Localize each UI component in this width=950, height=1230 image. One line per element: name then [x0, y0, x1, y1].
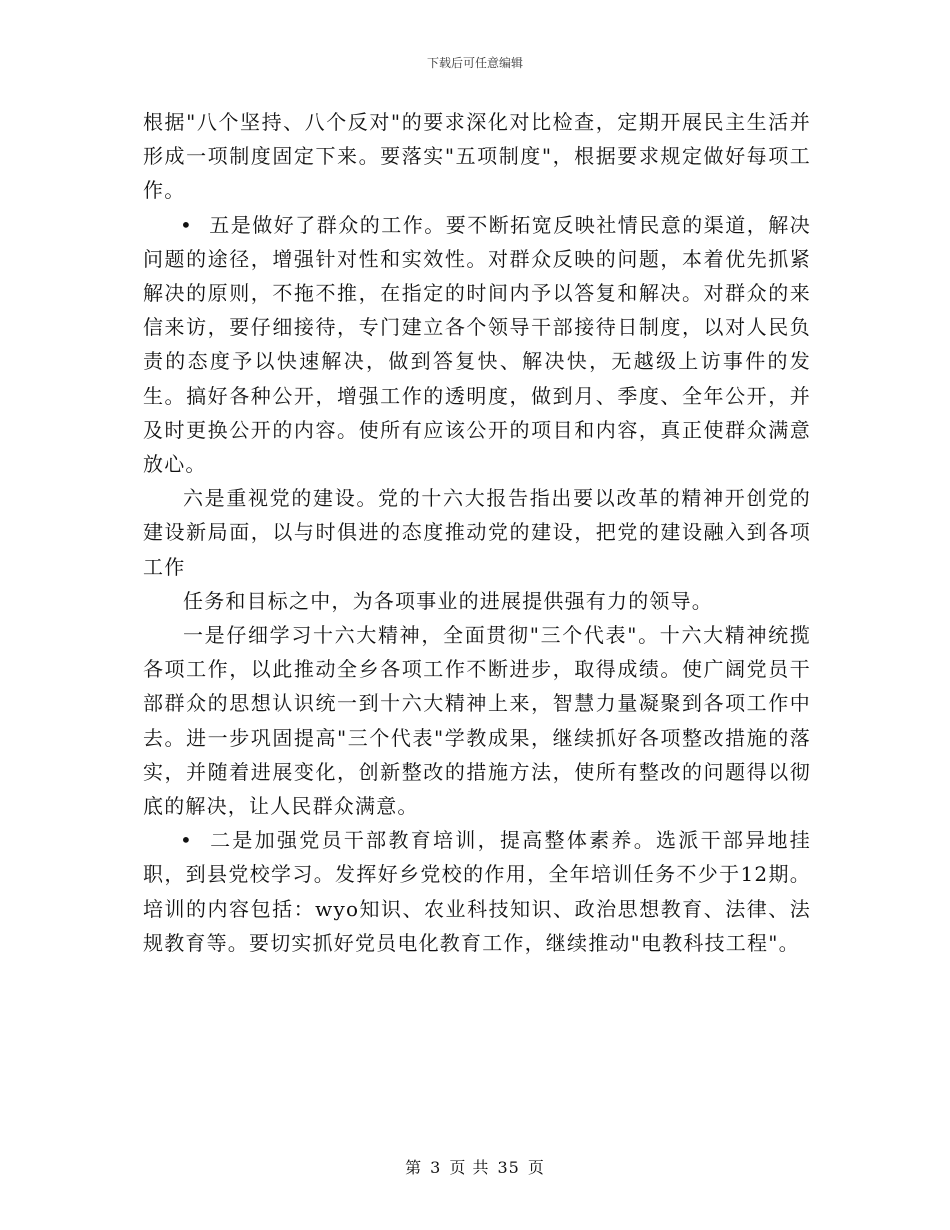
total-page-number: 35	[497, 1158, 520, 1177]
paragraph-1	[143, 105, 811, 208]
footer-prefix: 第	[405, 1158, 423, 1177]
document-body	[143, 105, 811, 960]
paragraph-text: 根据"八个坚持、八个反对"的要求深化对比检查，定期开展民主生活并形成一项制度固定下来。要落实"五项制度"，根据要求规定做好每项工作。	[143, 110, 811, 203]
footer-suffix: 页	[527, 1158, 545, 1177]
paragraph-text: 六是重视党的建设。党的十六大报告指出要以改革的精神开创党的建设新局面，以与时俱进的态度推动党的建设，把党的建设融入到各项工作	[143, 486, 811, 579]
paragraph-5	[143, 618, 811, 823]
header-text: 下载后可任意编辑	[426, 56, 523, 70]
paragraph-3	[143, 481, 811, 584]
paragraph-4	[143, 584, 811, 618]
current-page-number: 3	[430, 1158, 442, 1177]
bullet-icon: •	[180, 212, 193, 237]
footer-middle: 页 共	[449, 1158, 490, 1177]
page-header	[0, 54, 950, 71]
paragraph-text: 二是加强党员干部教育培训，提高整体素养。选派干部异地挂职，到县党校学习。发挥好乡党校的作用，全年培训任务不少于12期。培训的内容包括：wyo知识、农业科技知识、政治思想教育、法律、法规教育等。要切实抓好党员电化教育工作，继续推动"电教科技工程"。	[143, 828, 811, 955]
page-footer	[0, 1155, 950, 1178]
paragraph-text: 任务和目标之中，为各项事业的进展提供强有力的领导。	[183, 588, 713, 613]
paragraph-text: 一是仔细学习十六大精神，全面贯彻"三个代表"。十六大精神统揽各项工作，以此推动全乡各项工作不断进步，取得成绩。使广阔党员干部群众的思想认识统一到十六大精神上来，智慧力量凝聚到各项工作中去。进一步巩固提高"三个代表"学教成果，继续抓好各项整改措施的落实，并随着进展变化，创新整改的措施方法，使所有整改的问题得以彻底的解决，让人民群众满意。	[143, 623, 811, 819]
paragraph-2	[143, 208, 811, 482]
paragraph-6	[143, 823, 811, 960]
paragraph-text: 五是做好了群众的工作。要不断拓宽反映社情民意的渠道，解决问题的途径，增强针对性和实效性。对群众反映的问题，本着优先抓紧解决的原则，不拖不推，在指定的时间内予以答复和解决。对群众的来信来访，要仔细接待，专门建立各个领导干部接待日制度，以对人民负责的态度予以快速解决，做到答复快、解决快，无越级上访事件的发生。搞好各种公开，增强工作的透明度，做到月、季度、全年公开，并及时更换公开的内容。使所有应该公开的项目和内容，真正使群众满意放心。	[143, 212, 811, 477]
bullet-icon: •	[180, 828, 193, 853]
